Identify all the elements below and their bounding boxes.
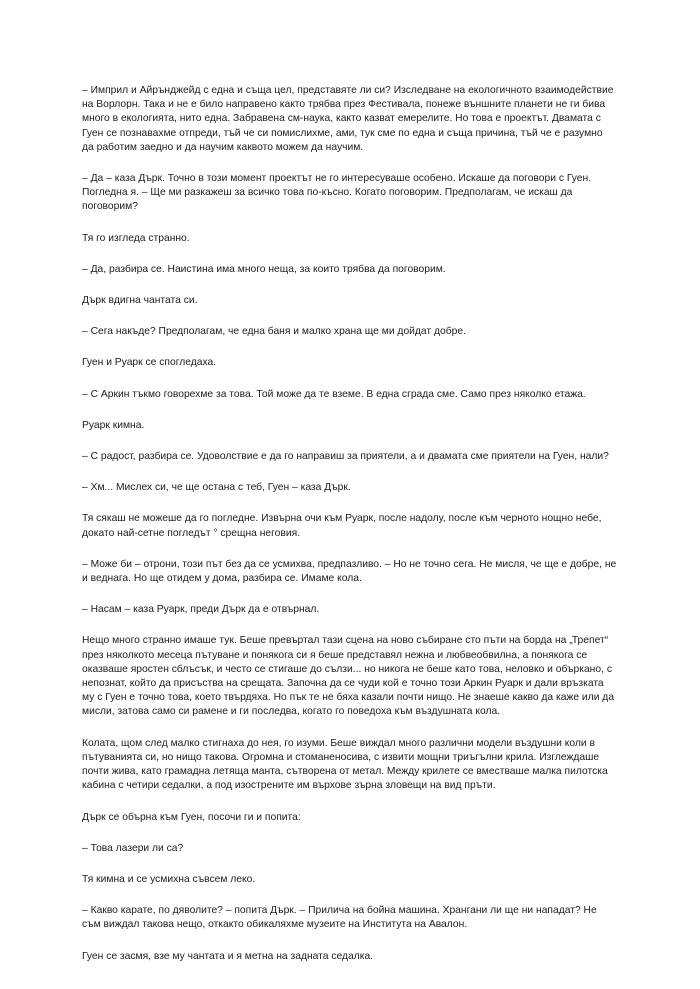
paragraph-3: Тя го изгледа странно. xyxy=(82,232,190,244)
paragraph-20: – Какво карате, по дяволите? – попита Дърк. – Прилича на бойна машина. Хрангани ли ще ни нападат? Не съм виждал такова нещо, откакто обикаляхме музеите на Института на Авалон. xyxy=(82,905,597,931)
paragraph-18: – Това лазери ли са? xyxy=(82,842,184,854)
paragraph-2: – Да – каза Дърк. Точно в този момент проектът не го интересуваше особено. Искаше да поговори с Гуен. Погледна я. – Ще ми разкажеш за всичко това по-късно. Когато поговорим. Предполагам, че искаш да поговорим? xyxy=(82,173,592,213)
paragraph-19: Тя кимна и се усмихна съвсем леко. xyxy=(82,873,256,885)
paragraph-11: – Хм... Мислех си, че ще остана с теб, Гуен – каза Дърк. xyxy=(82,482,351,494)
paragraph-4: – Да, разбира се. Наистина има много неща, за които трябва да поговорим. xyxy=(82,263,446,275)
paragraph-17: Дърк се обърна към Гуен, посочи ги и попита: xyxy=(82,811,301,823)
paragraph-8: – С Аркин тъкмо говорехме за това. Той може да те вземе. В една сграда сме. Само през няколко етажа. xyxy=(82,388,586,400)
paragraph-12: Тя сякаш не можеше да го погледне. Извърна очи към Руарк, после надолу, после към черното нощно небе, докато най-сетне погледът ° срещна неговия. xyxy=(82,513,602,539)
paragraph-10: – С радост, разбира се. Удоволствие е да го направиш за приятели, а и двамата сме приятели на Гуен, нали? xyxy=(82,451,609,463)
paragraph-6: – Сега накъде? Предполагам, че една баня и малко храна ще ми дойдат добре. xyxy=(82,326,466,338)
paragraph-16: Колата, щом след малко стигнаха до нея, го изуми. Беше виждал много различни модели въздушни коли в пътуванията си, но нищо такова. Огромна и стоманеносива, с извити мощни триъгълни крила. Изглеждаше почти жива, като грамадна летяща манта, сътворена от метал. Между крилете се вместваше малка пилотска кабина с четири седалки, а под изострените им върхове зърна зловещи на вид пръти. xyxy=(82,737,608,792)
paragraph-5: Дърк вдигна чантата си. xyxy=(82,295,198,307)
paragraph-13: – Може би – отрони, този път без да се усмихва, предпазливо. – Но не точно сега. Не мисля, че ще е добре, не и веднага. Но ще отидем у дома, разбира се. Имаме кола. xyxy=(82,558,617,585)
paragraph-9: Руарк кимна. xyxy=(82,419,145,431)
paragraph-7: Гуен и Руарк се спогледаха. xyxy=(82,357,217,369)
paragraph-15: Нещо много странно имаше тук. Беше превъртал тази сцена на ново събиране сто пъти на борда на „Трепет“ през няколкото месеца пътуване и понякога си я беше представял нежна и любвеобвилна, а понякога се оказваше яростен сблъсък, и често се стигаше до сълзи... но никога не беше като това, неловко и объркано, с непознат, който да присъства на срещата. Започна да се чуди кой е точно този Аркин Руарк и дали връзката му с Гуен е точно това, което твърдяха. Но пък те не бяха казали почти нищо. Не знаеше какво да каже или да мисли, затова само си рамене и ги последва, когато го поведоха към въздушната кола. xyxy=(82,635,615,718)
paragraph-14: – Насам – каза Руарк, преди Дърк да е отвърнал. xyxy=(82,604,320,616)
document-page xyxy=(82,84,617,981)
paragraph-1: – Имприл и Айрънджейд с една и съща цел, представяте ли си? Изследване на екологичното взаимодействие на Ворлорн. Така и не е било направено както трябва през Фестивала, понеже външните планети не ги бива много в екологията, нито една. Забравена см-наука, както казват емерелите. Но това е проектът. Двамата с Гуен се познавахме отпреди, тъй че си помислихме, ами, тук сме по една и съща причина, тъй че е разумно да работим заедно и да научим каквото можем да научим. xyxy=(82,85,614,153)
paragraph-21: Гуен се засмя, взе му чантата и я метна на задната седалка. xyxy=(82,950,374,962)
